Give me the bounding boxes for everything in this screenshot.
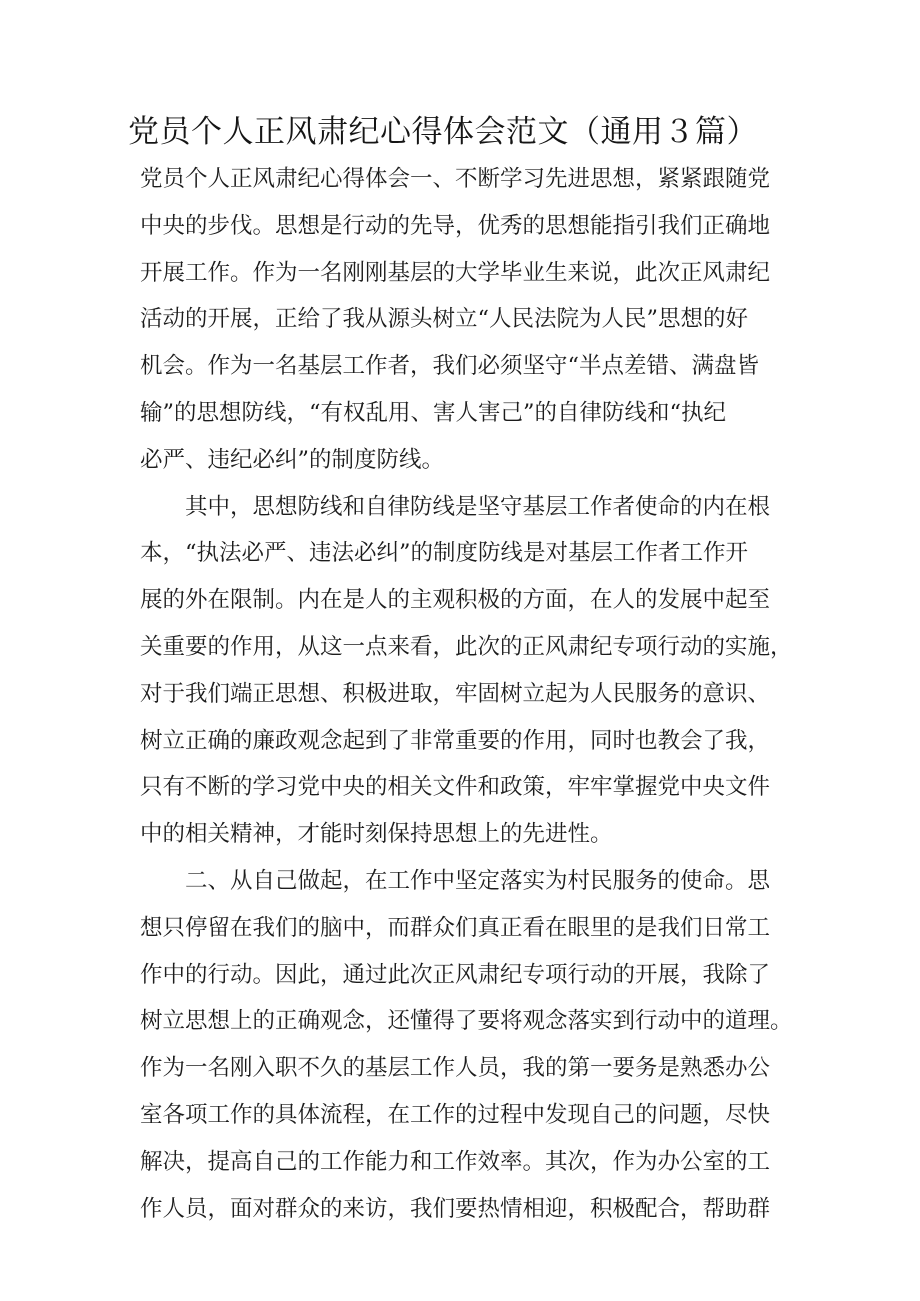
document-body [140,156,798,1232]
paragraph-2 [140,484,798,858]
text-line: 树立思想上的正确观念，还懂得了要将观念落实到行动中的道理。 [140,1008,793,1035]
text-line: 关重要的作用，从这一点来看，此次的正风肃纪专项行动的实施， [140,633,793,660]
text-line: 中央的步伐。思想是行动的先导，优秀的思想能指引我们正确地 [140,212,771,239]
text-line: 开展工作。作为一名刚刚基层的大学毕业生来说，此次正风肃纪 [140,259,771,286]
text-line: 二、从自己做起，在工作中坚定落实为村民服务的使命。思 [185,867,771,894]
text-line: 对于我们端正思想、积极进取，牢固树立起为人民服务的意识、 [140,680,771,707]
text-line: 必严、违纪必纠”的制度防线。 [140,446,445,473]
text-line: 解决，提高自己的工作能力和工作效率。其次，作为办公室的工 [140,1148,771,1175]
text-line: 作为一名刚入职不久的基层工作人员，我的第一要务是熟悉办公 [140,1055,771,1082]
text-line: 展的外在限制。内在是人的主观积极的方面，在人的发展中起至 [140,587,771,614]
text-line: 党员个人正风肃纪心得体会一、不断学习先进思想，紧紧跟随党 [140,166,771,192]
text-line: 树立正确的廉政观念起到了非常重要的作用，同时也教会了我， [140,727,771,754]
document-title: 党员个人正风肃纪心得体会范文（通用３篇） [128,114,758,150]
text-line: 机会。作为一名基层工作者，我们必须坚守“半点差错、满盘皆 [140,353,760,380]
paragraph-1 [140,156,798,484]
text-line: 活动的开展，正给了我从源头树立“人民法院为人民”思想的好 [140,306,749,333]
text-line: 作中的行动。因此，通过此次正风肃纪专项行动的开展，我除了 [140,961,771,988]
text-line: 输”的思想防线，“有权乱用、害人害己”的自律防线和“执纪 [140,399,727,426]
text-line: 其中，思想防线和自律防线是坚守基层工作者使命的内在根 [185,493,771,520]
text-line: 中的相关精神，才能时刻保持思想上的先进性。 [140,821,613,848]
paragraph-3 [140,858,798,1232]
text-line: 只有不断的学习党中央的相关文件和政策，牢牢掌握党中央文件 [140,774,771,801]
text-line: 室各项工作的具体流程，在工作的过程中发现自己的问题，尽快 [140,1101,771,1128]
text-line: 本，“执法必严、违法必纠”的制度防线是对基层工作者工作开 [140,540,749,567]
text-line: 想只停留在我们的脑中，而群众们真正看在眼里的是我们日常工 [140,914,771,941]
text-line: 作人员，面对群众的来访，我们要热情相迎，积极配合，帮助群 [140,1195,771,1222]
